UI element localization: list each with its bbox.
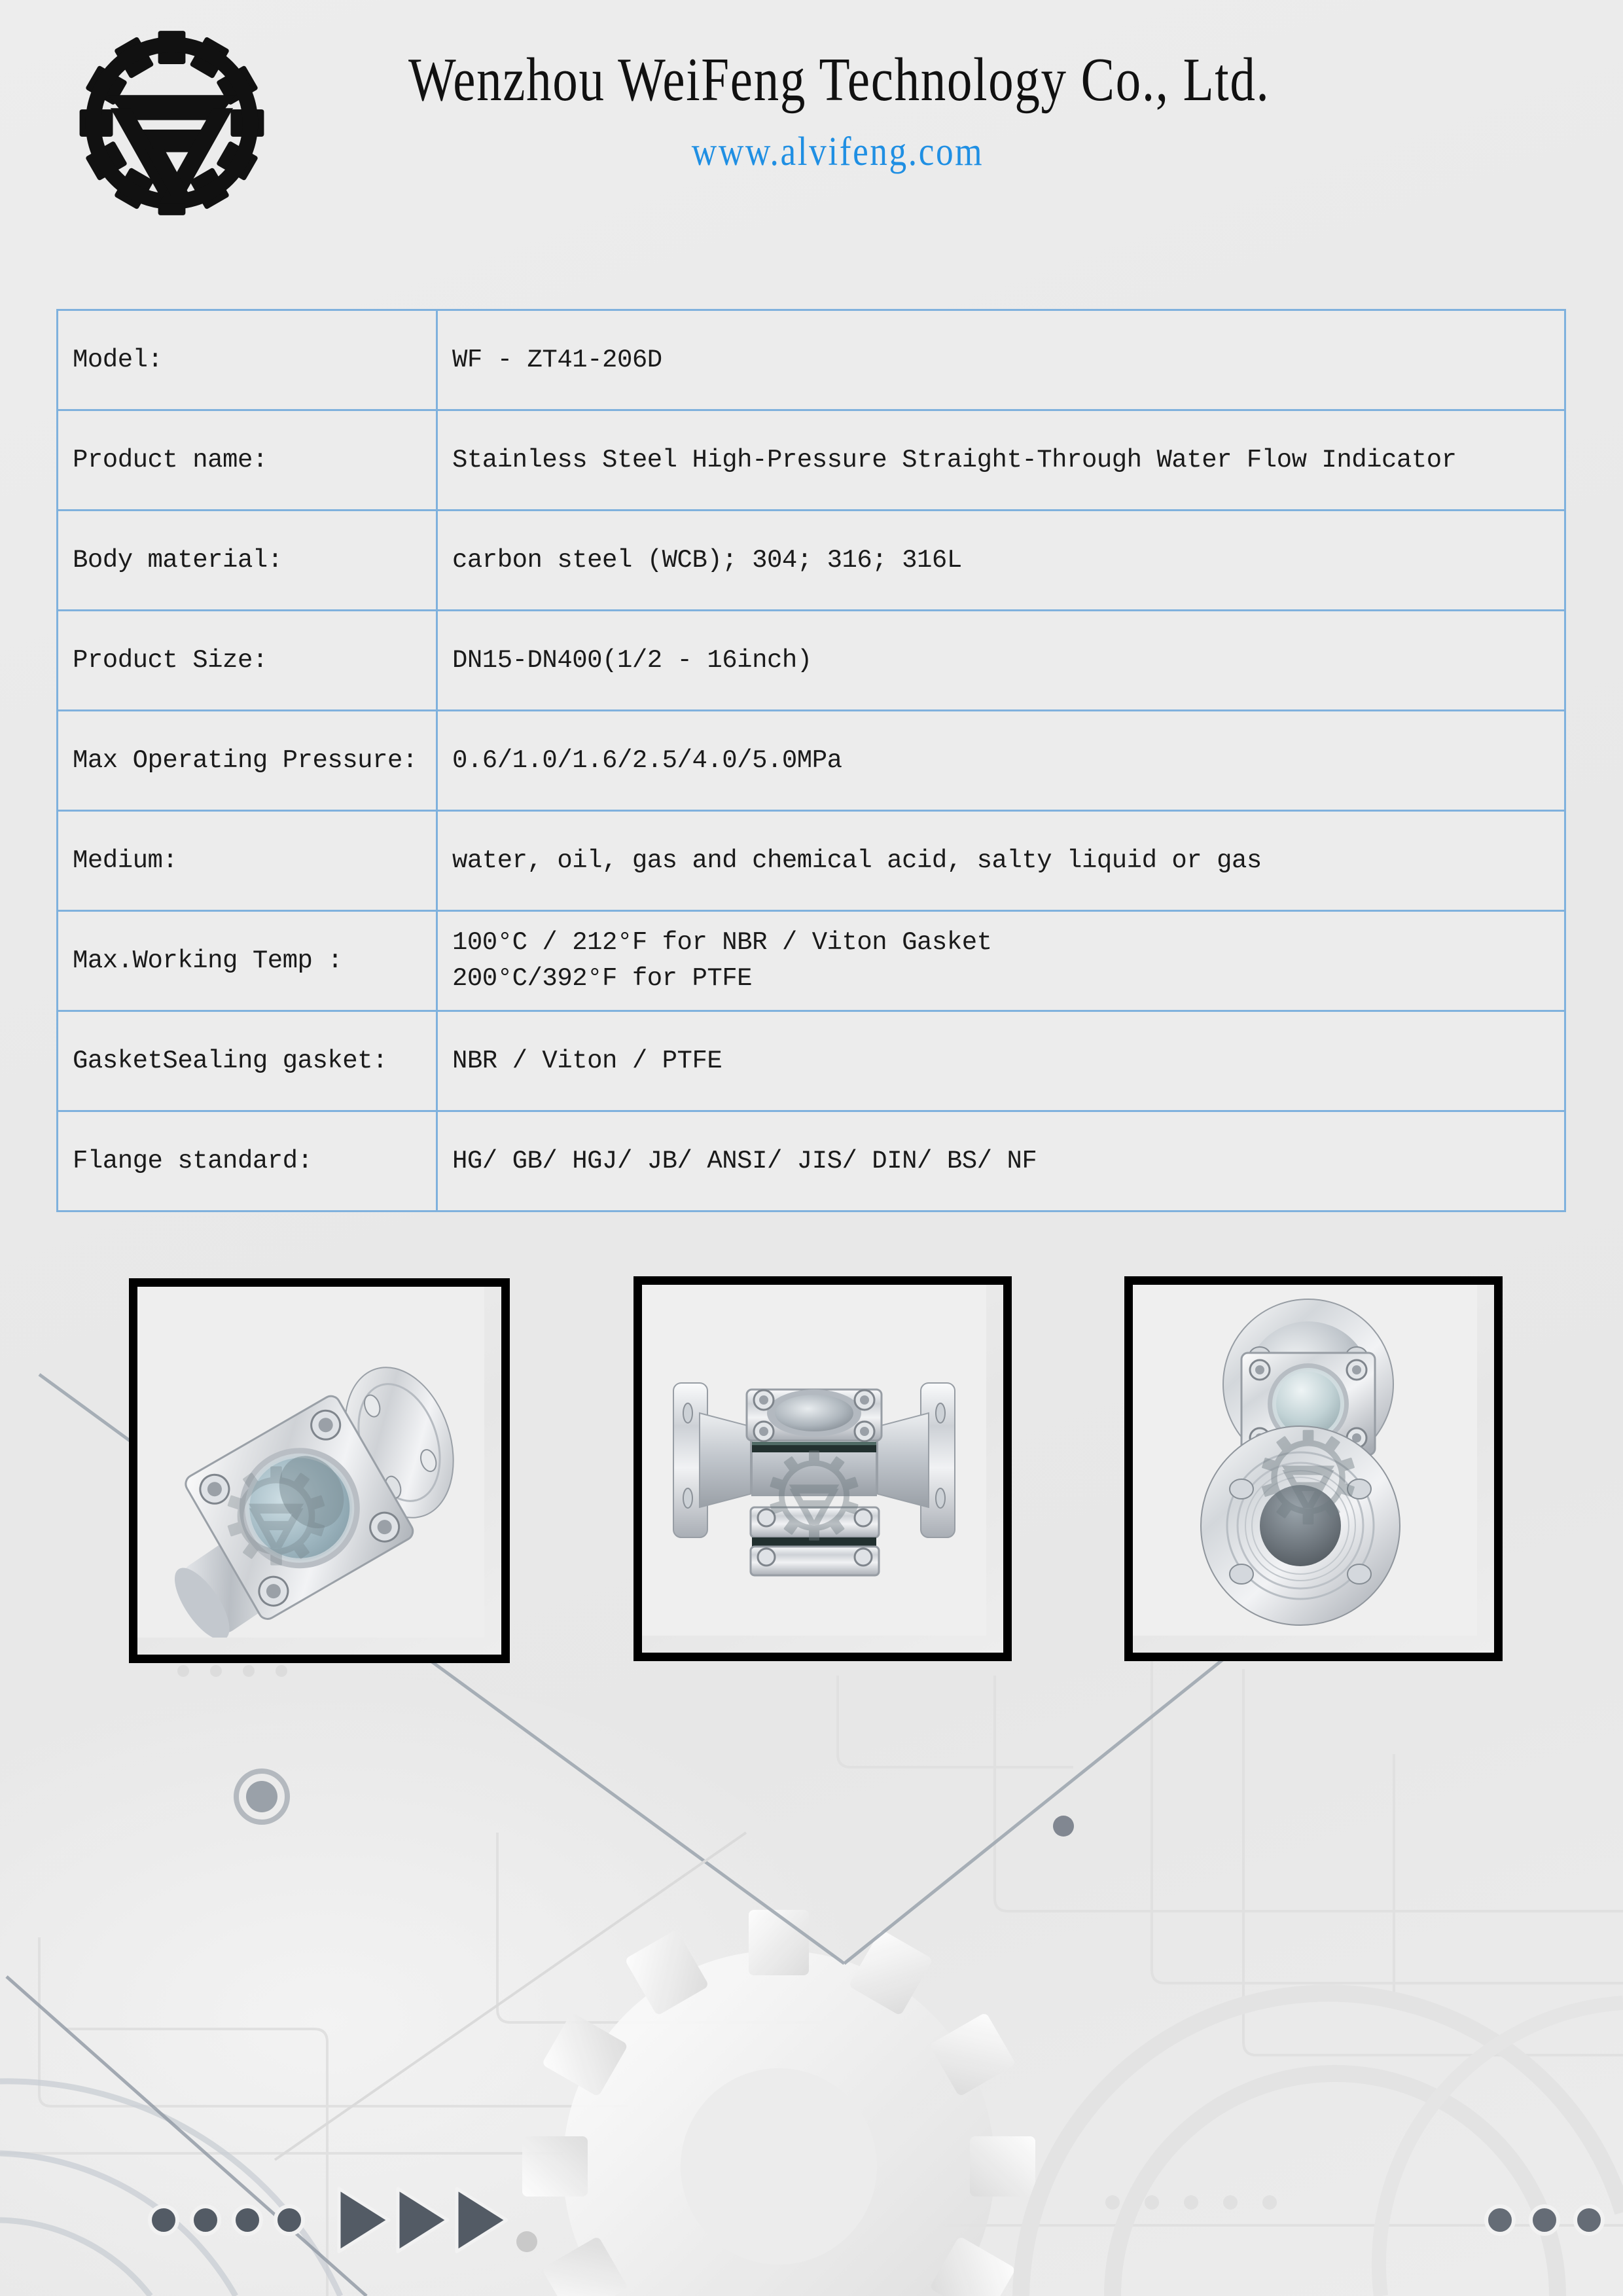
spec-label: Flange standard:	[58, 1111, 437, 1211]
node-circle	[236, 1771, 287, 1822]
table-row	[58, 711, 1565, 811]
company-website-link[interactable]: www.alvifeng.com	[691, 130, 984, 174]
decorative-arrows-left	[332, 2179, 516, 2258]
spec-value: DN15-DN400(1/2 - 16inch)	[437, 611, 1565, 711]
spec-value: carbon steel (WCB); 304; 316; 316L	[437, 511, 1565, 611]
spec-label: Product Size:	[58, 611, 437, 711]
flow-indicator-side-view-flanges-photo[interactable]	[633, 1276, 1012, 1661]
spec-value: 0.6/1.0/1.6/2.5/4.0/5.0MPa	[437, 711, 1565, 811]
spec-value: WF - ZT41-206D	[437, 310, 1565, 410]
spec-value-line-1: 100°C / 212°F for NBR / Viton Gasket	[452, 927, 992, 957]
spec-table-body	[58, 310, 1565, 1211]
company-logo-gear-icon	[69, 25, 275, 221]
decorative-dots-right	[1482, 2194, 1613, 2246]
product-spec-table	[56, 309, 1566, 1212]
spec-value: NBR / Viton / PTFE	[437, 1011, 1565, 1111]
product-photo-strip	[0, 1276, 1623, 1676]
table-row	[58, 611, 1565, 711]
flow-indicator-end-view-flanges-photo[interactable]	[1124, 1276, 1503, 1661]
table-row	[58, 511, 1565, 611]
table-row	[58, 1111, 1565, 1211]
spec-value	[437, 911, 1565, 1011]
flow-indicator-angled-sight-glass-photo[interactable]	[129, 1278, 510, 1663]
table-row	[58, 811, 1565, 911]
spec-value-line-2: 200°C/392°F for PTFE	[452, 964, 753, 993]
table-row	[58, 310, 1565, 410]
spec-label: GasketSealing gasket:	[58, 1011, 437, 1111]
spec-value: water, oil, gas and chemical acid, salty liquid or gas	[437, 811, 1565, 911]
table-row	[58, 1011, 1565, 1111]
table-row	[58, 911, 1565, 1011]
spec-label: Product name:	[58, 410, 437, 511]
page-header	[0, 0, 1623, 262]
spec-label: Max Operating Pressure:	[58, 711, 437, 811]
title-block	[314, 46, 1361, 175]
spec-value: HG/ GB/ HGJ/ JB/ ANSI/ JIS/ DIN/ BS/ NF	[437, 1111, 1565, 1211]
spec-label: Medium:	[58, 811, 437, 911]
table-row	[58, 410, 1565, 511]
spec-label: Max.Working Temp :	[58, 911, 437, 1011]
spec-label: Body material:	[58, 511, 437, 611]
spec-value: Stainless Steel High-Pressure Straight-Through Water Flow Indicator	[437, 410, 1565, 511]
decorative-dots-left	[145, 2194, 315, 2246]
spec-label: Model:	[58, 310, 437, 410]
company-name: Wenzhou WeiFeng Technology Co., Ltd.	[408, 46, 1270, 114]
